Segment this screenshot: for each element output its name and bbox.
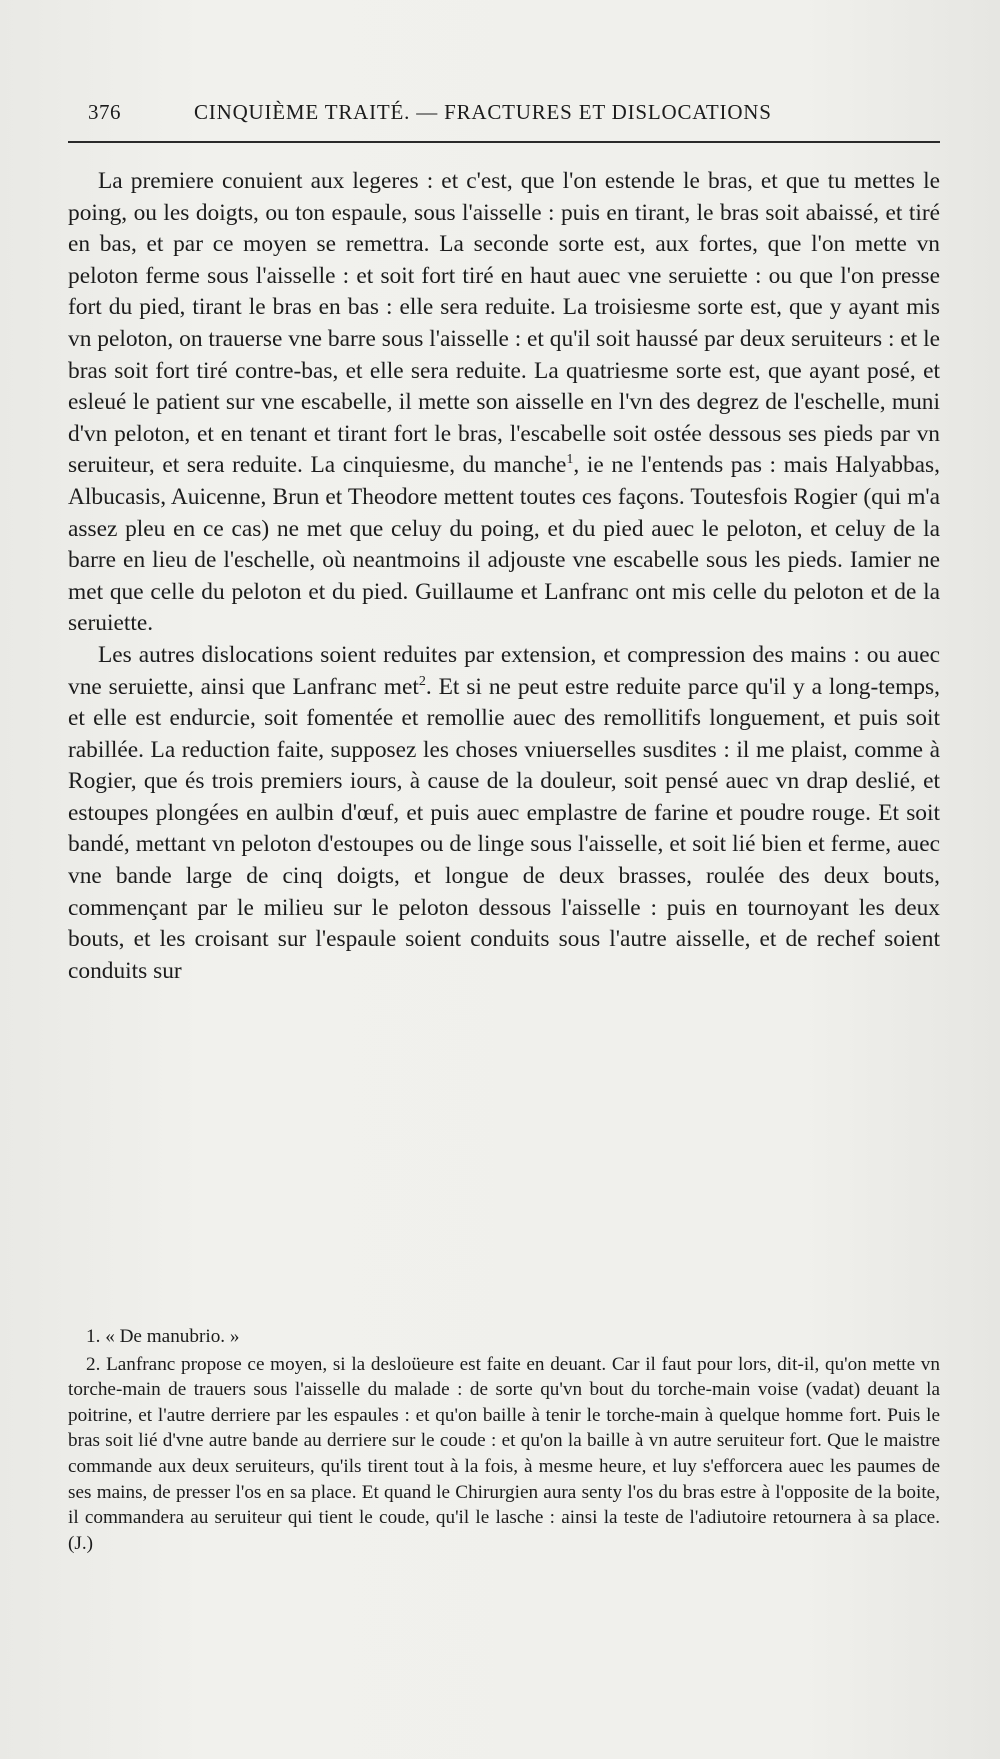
paragraph-1 [68,166,940,640]
footnote-ref-2: 2 [418,672,426,689]
paragraph-1-text-b: , ie ne l'entends pas : mais Halyabbas, Albucasis, Auicenne, Brun et Theodore mettent toutes ces façons. Toutesfois Rogier (qui m'a assez pleu en ce cas) ne met que celuy du poing, et du pied auec le peloton, et celuy de la barre en lieu de l'eschelle, où neantmoins il adjouste vne escabelle sous les pieds. Iamier ne met que celle du peloton et du pied. Guillaume et Lanfranc ont mis celle du peloton et de la seruiette. [68,452,940,637]
footnotes [68,1324,940,1558]
footnote-ref-1: 1 [566,451,574,468]
running-title: CINQUIÈME TRAITÉ. — FRACTURES ET DISLOCATIONS [194,100,772,124]
paragraph-2 [68,640,940,988]
header-rule [68,141,940,143]
footnote-2: 2. Lanfranc propose ce moyen, si la desloüeure est faite en deuant. Car il faut pour lors, dit-il, qu'on mette vn torche-main de trauers sous l'aisselle du malade : de sorte qu'vn bout du torche-main voise (vadat) deuant la poitrine, et l'autre derriere par les espaules : et qu'on baille à tenir le torche-main à quelque homme fort. Puis le bras soit lié d'vne autre bande au derriere sur le coude : et qu'on la baille à vn autre seruiteur fort. Que le maistre commande aux deux seruiteurs, qu'ils tirent tout à la fois, à mesme heure, et luy s'efforcera auec les paumes de ses mains, de presser l'os en sa place. Et quand le Chirurgien aura senty l'os du bras estre à l'opposite de la boite, il commandera au seruiteur qui tient le coude, qu'il le lasche : ainsi la teste de l'adiutoire retournera à sa place. (J.) [68,1353,940,1554]
page-number: 376 [88,100,121,124]
body-text [68,166,940,987]
footnote-1: 1. « De manubrio. » [86,1326,240,1347]
running-head [88,100,928,132]
paragraph-2-text-a: Les autres dislocations soient reduites par extension, et compression des mains : ou auec vne seruiette, ainsi que Lanfranc met [68,641,940,700]
paragraph-2-text-b: . Et si ne peut estre reduite parce qu'il y a long-temps, et elle est endurcie, soit fomentée et remollie auec des remollitifs longuement, et puis soit rabillée. La reduction faite, supposez les choses vniuerselles susdites : il me plaist, comme à Rogier, que és trois premiers iours, à cause de la douleur, soit pensé auec vn drap deslié, et estoupes plongées en aulbin d'œuf, et puis auec emplastre de farine et poudre rouge. Et soit bandé, mettant vn peloton d'estoupes ou de linge sous l'aisselle, et soit lié bien et ferme, auec vne bande large de cinq doigts, et longue de deux brasses, roulée des deux bouts, commençant par le milieu sur le peloton dessous l'aisselle : puis en tournoyant les deux bouts, et les croisant sur l'espaule soient conduits sous l'autre aisselle, et de rechef soient conduits sur [68,673,940,984]
paragraph-1-text-a: La premiere conuient aux legeres : et c'est, que l'on estende le bras, et que tu mettes le poing, ou les doigts, ou ton espaule, sous l'aisselle : puis en tirant, le bras soit abaissé, et tiré en bas, et par ce moyen se remettra. La seconde sorte est, aux fortes, que l'on mette vn peloton ferme sous l'aisselle : et soit fort tiré en haut auec vne seruiette : ou que l'on presse fort du pied, tirant le bras en bas : elle sera reduite. La troisiesme sorte est, que y ayant mis vn peloton, on trauerse vne barre sous l'aisselle : et qu'il soit haussé par deux seruiteurs : et le bras soit fort tiré contre-bas, et elle sera reduite. La quatriesme sorte est, que ayant posé, et esleué le patient sur vne escabelle, il mette son aisselle en l'vn des degrez de l'eschelle, muni d'vn peloton, et en tenant et tirant fort le bras, l'escabelle soit ostée dessous ses pieds par vn seruiteur, et sera reduite. La cinquiesme, du manche [68,168,940,479]
